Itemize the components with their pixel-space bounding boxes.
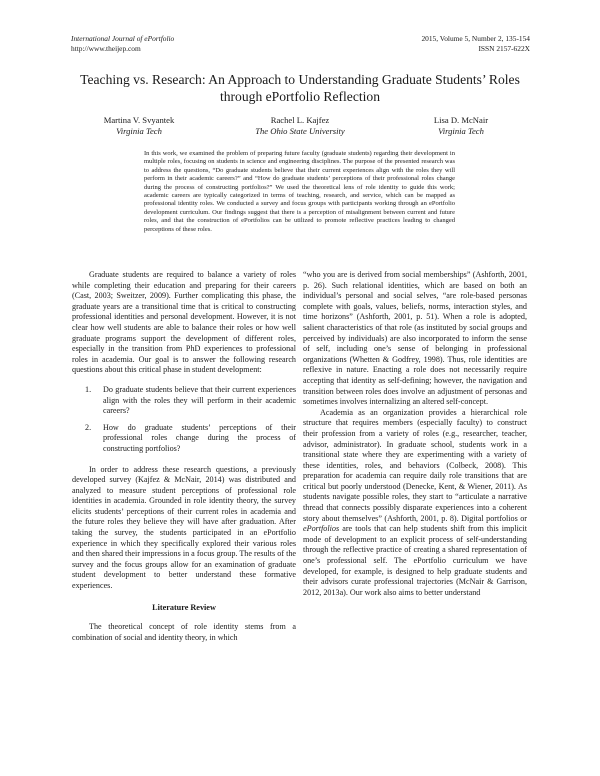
author-affiliation: The Ohio State University — [255, 126, 345, 136]
journal-name: International Journal of ePortfolio — [71, 34, 175, 43]
author-name: Rachel L. Kajfez — [270, 115, 330, 125]
journal-header-right — [421, 34, 530, 54]
method-paragraph: In order to address these research questions, a previously developed survey (Kajfez & McNair, 2014) was distributed and analyzed to measure student perceptions of professional role identities in academia. Grounded in role identity theory, the survey elicits students’ perceptions of their current roles in academia and the future roles they believe they will have after graduation. After taking the survey, the students participated in an ePortfolio experience in which they specifically explored their various roles and then shared their impressions in a focus group. The results of the survey and the focus groups allow for an examination of graduate student development to better understand these formative experiences. — [72, 464, 296, 591]
question-text: How do graduate students’ perceptions of their professional roles change during the process of constructing portfolios? — [103, 422, 296, 453]
issn: ISSN 2157-622X — [478, 44, 530, 53]
journal-url[interactable]: http://www.theijep.com — [71, 44, 141, 53]
research-questions — [72, 385, 296, 455]
academia-paragraph — [303, 408, 527, 599]
intro-paragraph: Graduate students are required to balance a variety of roles while completing their education and preparing for their careers (Cast, 2003; Sweitzer, 2009). Further complicating this phase, the graduate years are a transitional time that is critical to constructing professional identities and personal development. However, it is not clear how well students are able to balance their roles or how well graduate programs support the development of different roles, especially in the transition from PhD experiences to professional roles in academia. Our goal is to answer the following research questions about this critical phase in student development: — [72, 270, 296, 375]
author-2 — [225, 115, 375, 137]
paper-title: Teaching vs. Research: An Approach to Understanding Graduate Students’ Roles through ePortfolio Reflection — [80, 72, 520, 104]
author-name: Lisa D. McNair — [433, 115, 489, 125]
author-affiliation: Virginia Tech — [116, 126, 162, 136]
author-3 — [386, 115, 536, 137]
author-list — [64, 115, 536, 137]
journal-header-left — [71, 34, 174, 54]
right-column — [303, 270, 527, 598]
left-column — [72, 270, 296, 643]
section-heading-literature-review: Literature Review — [152, 602, 216, 612]
research-question — [72, 423, 296, 455]
continued-paragraph: “who you are is derived from social memberships” (Ashforth, 2001, p. 26). Such relational identities, which are based on both an individual’s personal and social selves, “are role-based personas complete with goals, values, beliefs, norms, interaction styles, and time horizons” (Ashforth, 2001, p. 51). When a role is adopted, salient characteristics of that role (as instituted by social groups and perceived by individuals) are also incorporated to inform the sense of self, including one’s sense of belonging in professional organizations (Whetten & Godfrey, 1998). Thus, role identities are reflexive in nature. Enacting a role does not necessarily require accepting that identity as self-defining; however, the navigation and transition between roles does involve an adjustment of personas and sometimes involves internalizing an altered self-concept. — [303, 270, 527, 407]
question-text: Do graduate students believe that their current experiences align with the roles they will perform in their academic careers? — [103, 384, 296, 416]
author-name: Martina V. Svyantek — [103, 115, 175, 125]
research-question — [72, 385, 296, 417]
author-1 — [64, 115, 214, 137]
question-number: 2. — [85, 422, 92, 432]
volume-pages: 2015, Volume 5, Number 2, 135-154 — [421, 34, 530, 43]
literature-paragraph: The theoretical concept of role identity stems from a combination of social and identity theory, in which — [72, 622, 296, 642]
author-affiliation: Virginia Tech — [438, 126, 484, 136]
abstract: In this work, we examined the problem of preparing future faculty (graduate students) regarding their development in multiple roles, focusing on students in science and engineering disciplines. The purpose of the presented research was to address the questions, “Do graduate students believe that their current experiences align with the roles they will perform in their academic careers?” and “How do graduate students’ perceptions of their professional roles change during the process of constructing portfolios?” We used the theoretical lens of role identity to guide this work; academic careers are typically categorized in terms of teaching, research, and service, which can be mapped as professional identity roles. We conducted a survey and focus groups with participants working through an ePortfolio development curriculum. Our findings suggest that there is a perception of misalignment between current and future roles, and that the construction of ePortfolios can be utilized to promote reflective practices leading to changed perceptions of these roles. — [144, 150, 455, 233]
paragraph-text: Academia as an organization provides a hierarchical role structure that requires members (especially faculty) to construct their profession from a variety of roles (e.g., researcher, teacher, advisor, administrator). In graduate school, students work in a transitional state where they are experimenting with a variety of these identities, roles, and behaviors (Colbeck, 2008). This preparation for academia can require daily role transitions that are critical but poorly understood (Deneckе, Kent, & Wiener, 2011). As students navigate possible roles, they start to “articulate a narrative thread that connects possibly disparate experiences into a coherent story about themselves” (Ashforth, 2001, p. 8). Digital portfolios or — [303, 407, 527, 523]
paragraph-text: are tools that can help students shift from this implicit mode of development to an explicit process of self-understanding through the reflective practice of creating a shared representation of one’s professional self. The ePortfolio curriculum we have developed, for example, is designed to help graduate students and their advisors curate professional trajectories (McNair & Garrison, 2012, 2013a). Our work also aims to better understand — [303, 524, 527, 597]
question-number: 1. — [85, 384, 92, 394]
eportfolios-term: ePortfolios — [303, 524, 340, 534]
